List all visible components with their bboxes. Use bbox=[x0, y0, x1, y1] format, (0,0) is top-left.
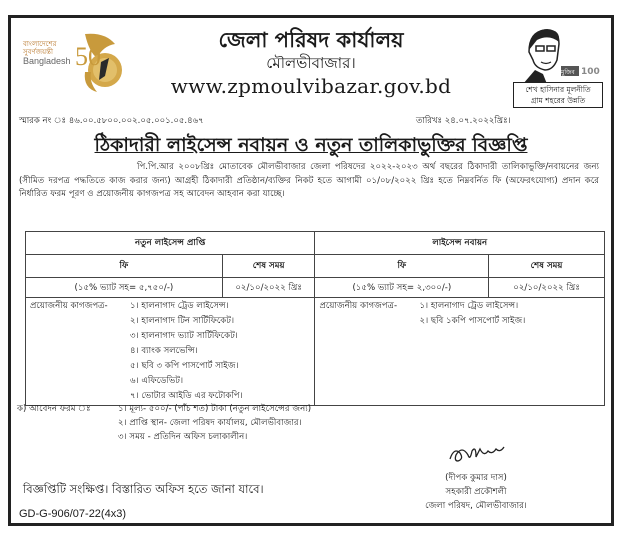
renewal-docs-label: প্রয়োজনীয় কাগজপত্র- bbox=[319, 301, 398, 311]
notice-date: তারিখঃ ২৪.০৭.২০২২খ্রিঃ। bbox=[416, 116, 511, 126]
renewal-doc-item: ২। ছবি ১কপি পাসপোর্ট সাইজ। bbox=[419, 316, 526, 326]
signatory-office: জেলা পরিষদ, মৌলভীবাজার। bbox=[425, 501, 527, 511]
body-paragraph: পি.পি.আর ২০০৮খ্রিঃ মোতাবেক মৌলভীবাজার জেলা পরিষদের ২০২২-২০২৩ অর্থ বছরের ঠিকাদারী তালিকাভুক্তি/নবায়নের জন্য (সীমিত দরপত্র পদ্ধতিতে কাজ করার জন্য) আগ্রহী ঠিকাদারী প্রতিষ্ঠান/ব্যক্তির নিকট হতে আগামী ০১/০৮/২০২২ খ্রিঃ হতে নিম্নবর্নিত ফি (অফেরৎযোগ্য) প্রদান করে নির্ধারিত ফরম পূরণ ও প্রয়োজনীয় কাগজপত্র সহ আবেদন আহবান করা যাচ্ছে। bbox=[19, 162, 599, 200]
ad-code: GD-G-906/07-22(4x3) bbox=[19, 508, 126, 520]
office-title: জেলা পরিষদ কার্যালয় bbox=[218, 28, 404, 52]
district-name: মৌলভীবাজার। bbox=[266, 54, 356, 72]
new-doc-item: ৪। ব্যাংক সলভেন্সি। bbox=[130, 346, 198, 356]
new-doc-item: ৭। ভোটার আইডি এর ফটোকপি। bbox=[130, 391, 243, 401]
handwritten-signature-icon bbox=[446, 443, 506, 465]
signatory-designation: সহকারী প্রকৌশলী bbox=[445, 487, 507, 497]
logo-english-text: Bangladesh bbox=[23, 56, 71, 66]
website-url[interactable]: www.zpmoulvibazar.gov.bd bbox=[170, 74, 452, 98]
logo-bengali-line1: বাংলাদেশের bbox=[23, 40, 57, 48]
renewal-docs-cell bbox=[315, 298, 605, 406]
form-item: ২। প্রাপ্তি স্থান- জেলা পরিষদ কার্যালয়, মৌলভীবাজার। bbox=[118, 418, 302, 428]
slogan-line1: শেখ হাসিনার মূলনীতি bbox=[525, 85, 591, 94]
new-doc-item: ৫। ছবি ৩ কপি পাসপোর্ট সাইজ। bbox=[130, 361, 239, 371]
mujib-badge-text: মুজিব bbox=[561, 69, 575, 76]
new-doc-item: ৬। এফিডেভিট। bbox=[130, 376, 184, 386]
form-item: ৩। সময় - প্রতিদিন অফিস চলাকালীন। bbox=[118, 432, 248, 442]
new-doc-item: ১। হালনাগাদ ট্রেড লাইসেন্স। bbox=[130, 301, 229, 311]
application-form-label: ক) আবেদন ফরম ঃ bbox=[17, 404, 91, 414]
slogan-line2: গ্রাম শহরের উন্নতি bbox=[530, 96, 586, 105]
new-fee-value: (১৫% ভ্যাট সহ= ৫,৭৫০/-) bbox=[26, 278, 223, 298]
notice-title: ঠিকাদারী লাইসেন্স নবায়ন ও নতুন তালিকাভুক্তির বিজ্ঞপ্তি bbox=[94, 134, 528, 156]
renewal-doc-item: ১। হালনাগাদ ট্রেড লাইসেন্স। bbox=[419, 301, 519, 311]
new-license-docs-cell bbox=[26, 298, 315, 406]
memo-number: স্মারক নং ঃ ৪৬.০০.৫৮০০.০০২.০৫.০০১.০৫.৪৬৭ bbox=[19, 116, 204, 126]
new-license-heading: নতুন লাইসেন্স প্রাপ্তি bbox=[26, 232, 315, 255]
new-doc-item: ২। হালনাগাদ টিন সার্টিফিকেট। bbox=[130, 316, 235, 326]
mujib-badge-number: 100 bbox=[581, 67, 600, 77]
application-form-section bbox=[17, 402, 311, 444]
logo-number: 50 bbox=[75, 42, 101, 71]
summary-note: বিজ্ঞপ্তিটি সংক্ষিপ্ত। বিস্তারিত অফিস হতে জানা যাবে। bbox=[23, 482, 264, 496]
renewal-fee-value: (১৫% ভ্যাট সহ= ২,৩০০/-) bbox=[315, 278, 489, 298]
new-doc-item: ৩। হালনাগাদ ভ্যাট সার্টিফিকেট। bbox=[130, 331, 238, 341]
form-item: ১। মূল্য- ৫০০/- (পাঁচ শত) টাকা (নতুন লাইসেন্সের জন্য) bbox=[118, 404, 312, 414]
renewal-deadline-header: শেষ সময় bbox=[489, 255, 605, 278]
renewal-deadline-value: ০২/১০/২০২২ খ্রিঃ bbox=[489, 278, 605, 298]
renewal-heading: লাইসেন্স নবায়ন bbox=[315, 232, 605, 255]
new-docs-list bbox=[130, 299, 243, 404]
renewal-fee-header: ফি bbox=[315, 255, 489, 278]
signatory-name: (দীপক কুমার দাস) bbox=[445, 473, 507, 483]
logo-bengali-line2: সুবর্ণজয়ন্তী bbox=[23, 48, 53, 56]
license-fee-table bbox=[25, 231, 605, 406]
notice-frame bbox=[8, 15, 614, 526]
new-deadline-value: ০২/১০/২০২২ খ্রিঃ bbox=[222, 278, 315, 298]
notice-body bbox=[19, 161, 599, 202]
new-fee-header: ফি bbox=[26, 255, 223, 278]
new-deadline-header: শেষ সময় bbox=[222, 255, 315, 278]
renewal-docs-list bbox=[419, 299, 525, 329]
new-docs-label: প্রয়োজনীয় কাগজপত্র- bbox=[30, 301, 108, 311]
signatory-block bbox=[361, 443, 591, 513]
